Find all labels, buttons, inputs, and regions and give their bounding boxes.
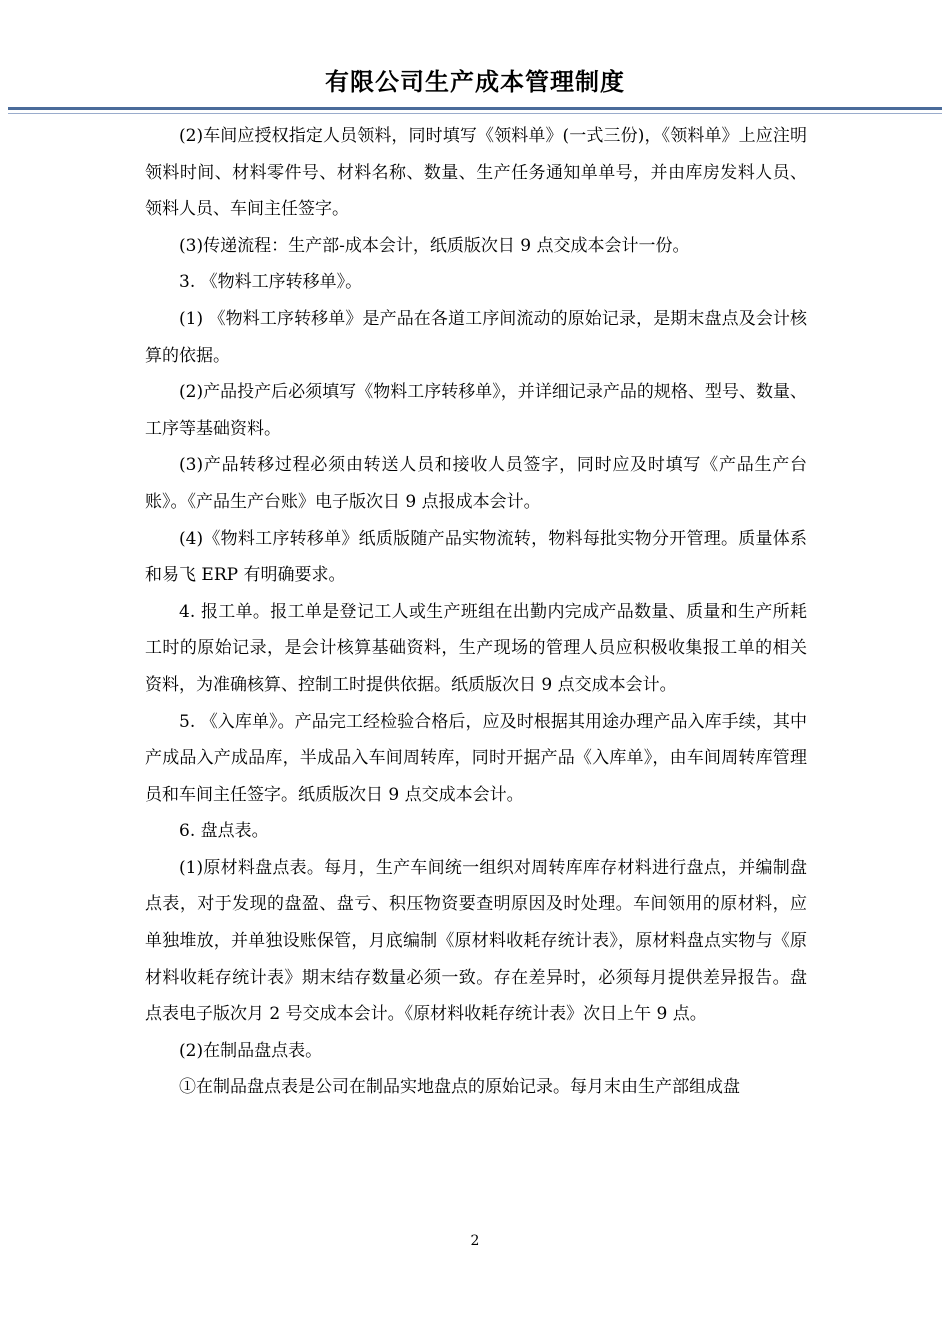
body-text	[145, 118, 807, 1106]
header-rule-thin	[8, 113, 942, 114]
paragraph: (2)车间应授权指定人员领料，同时填写《领料单》(一式三份)，《领料单》上应注明领料时间、材料零件号、材料名称、数量、生产任务通知单单号，并由库房发料人员、领料人员、车间主任签字。	[145, 126, 807, 220]
paragraph: (3)产品转移过程必须由转送人员和接收人员签字，同时应及时填写《产品生产台账》。《产品生产台账》电子版次日 9 点报成本会计。	[145, 455, 807, 512]
paragraph: (2)在制品盘点表。	[179, 1040, 323, 1061]
paragraph: 3. 《物料工序转移单》。	[179, 272, 363, 293]
paragraph: ①在制品盘点表是公司在制品实地盘点的原始记录。每月末由生产部组成盘	[179, 1077, 740, 1098]
paragraph: (1)原材料盘点表。每月，生产车间统一组织对周转库库存材料进行盘点，并编制盘点表，对于发现的盘盈、盘亏、积压物资要查明原因及时处理。车间领用的原材料，应单独堆放，并单独设账保管，月底编制《原材料收耗存统计表》，原材料盘点实物与《原材料收耗存统计表》期末结存数量必须一致。存在差异时，必须每月提供差异报告。盘点表电子版次月 2 号交成本会计。《原材料收耗存统计表》次日上午 9 点。	[145, 857, 807, 1025]
paragraph: 5. 《入库单》。产品完工经检验合格后，应及时根据其用途办理产品入库手续，其中产成品入产成品库，半成品入车间周转库，同时开据产品《入库单》，由车间周转库管理员和车间主任签字。纸质版次日 9 点交成本会计。	[145, 711, 807, 805]
paragraph: (2)产品投产后必须填写《物料工序转移单》，并详细记录产品的规格、型号、数量、工序等基础资料。	[145, 382, 807, 439]
paragraph: (4)《物料工序转移单》纸质版随产品实物流转，物料每批实物分开管理。质量体系和易飞 ERP 有明确要求。	[145, 528, 807, 586]
paragraph: 6. 盘点表。	[179, 821, 269, 842]
paragraph: (3)传递流程：生产部-成本会计，纸质版次日 9 点交成本会计一份。	[179, 235, 690, 256]
page-title: 有限公司生产成本管理制度	[325, 68, 625, 96]
header-rule-thick	[8, 107, 942, 110]
page-number: 2	[470, 1233, 480, 1249]
paragraph: (1) 《物料工序转移单》是产品在各道工序间流动的原始记录，是期末盘点及会计核算的依据。	[145, 308, 807, 366]
paragraph: 4. 报工单。报工单是登记工人或生产班组在出勤内完成产品数量、质量和生产所耗工时的原始记录，是会计核算基础资料，生产现场的管理人员应积极收集报工单的相关资料，为准确核算、控制工时提供依据。纸质版次日 9 点交成本会计。	[145, 601, 807, 695]
